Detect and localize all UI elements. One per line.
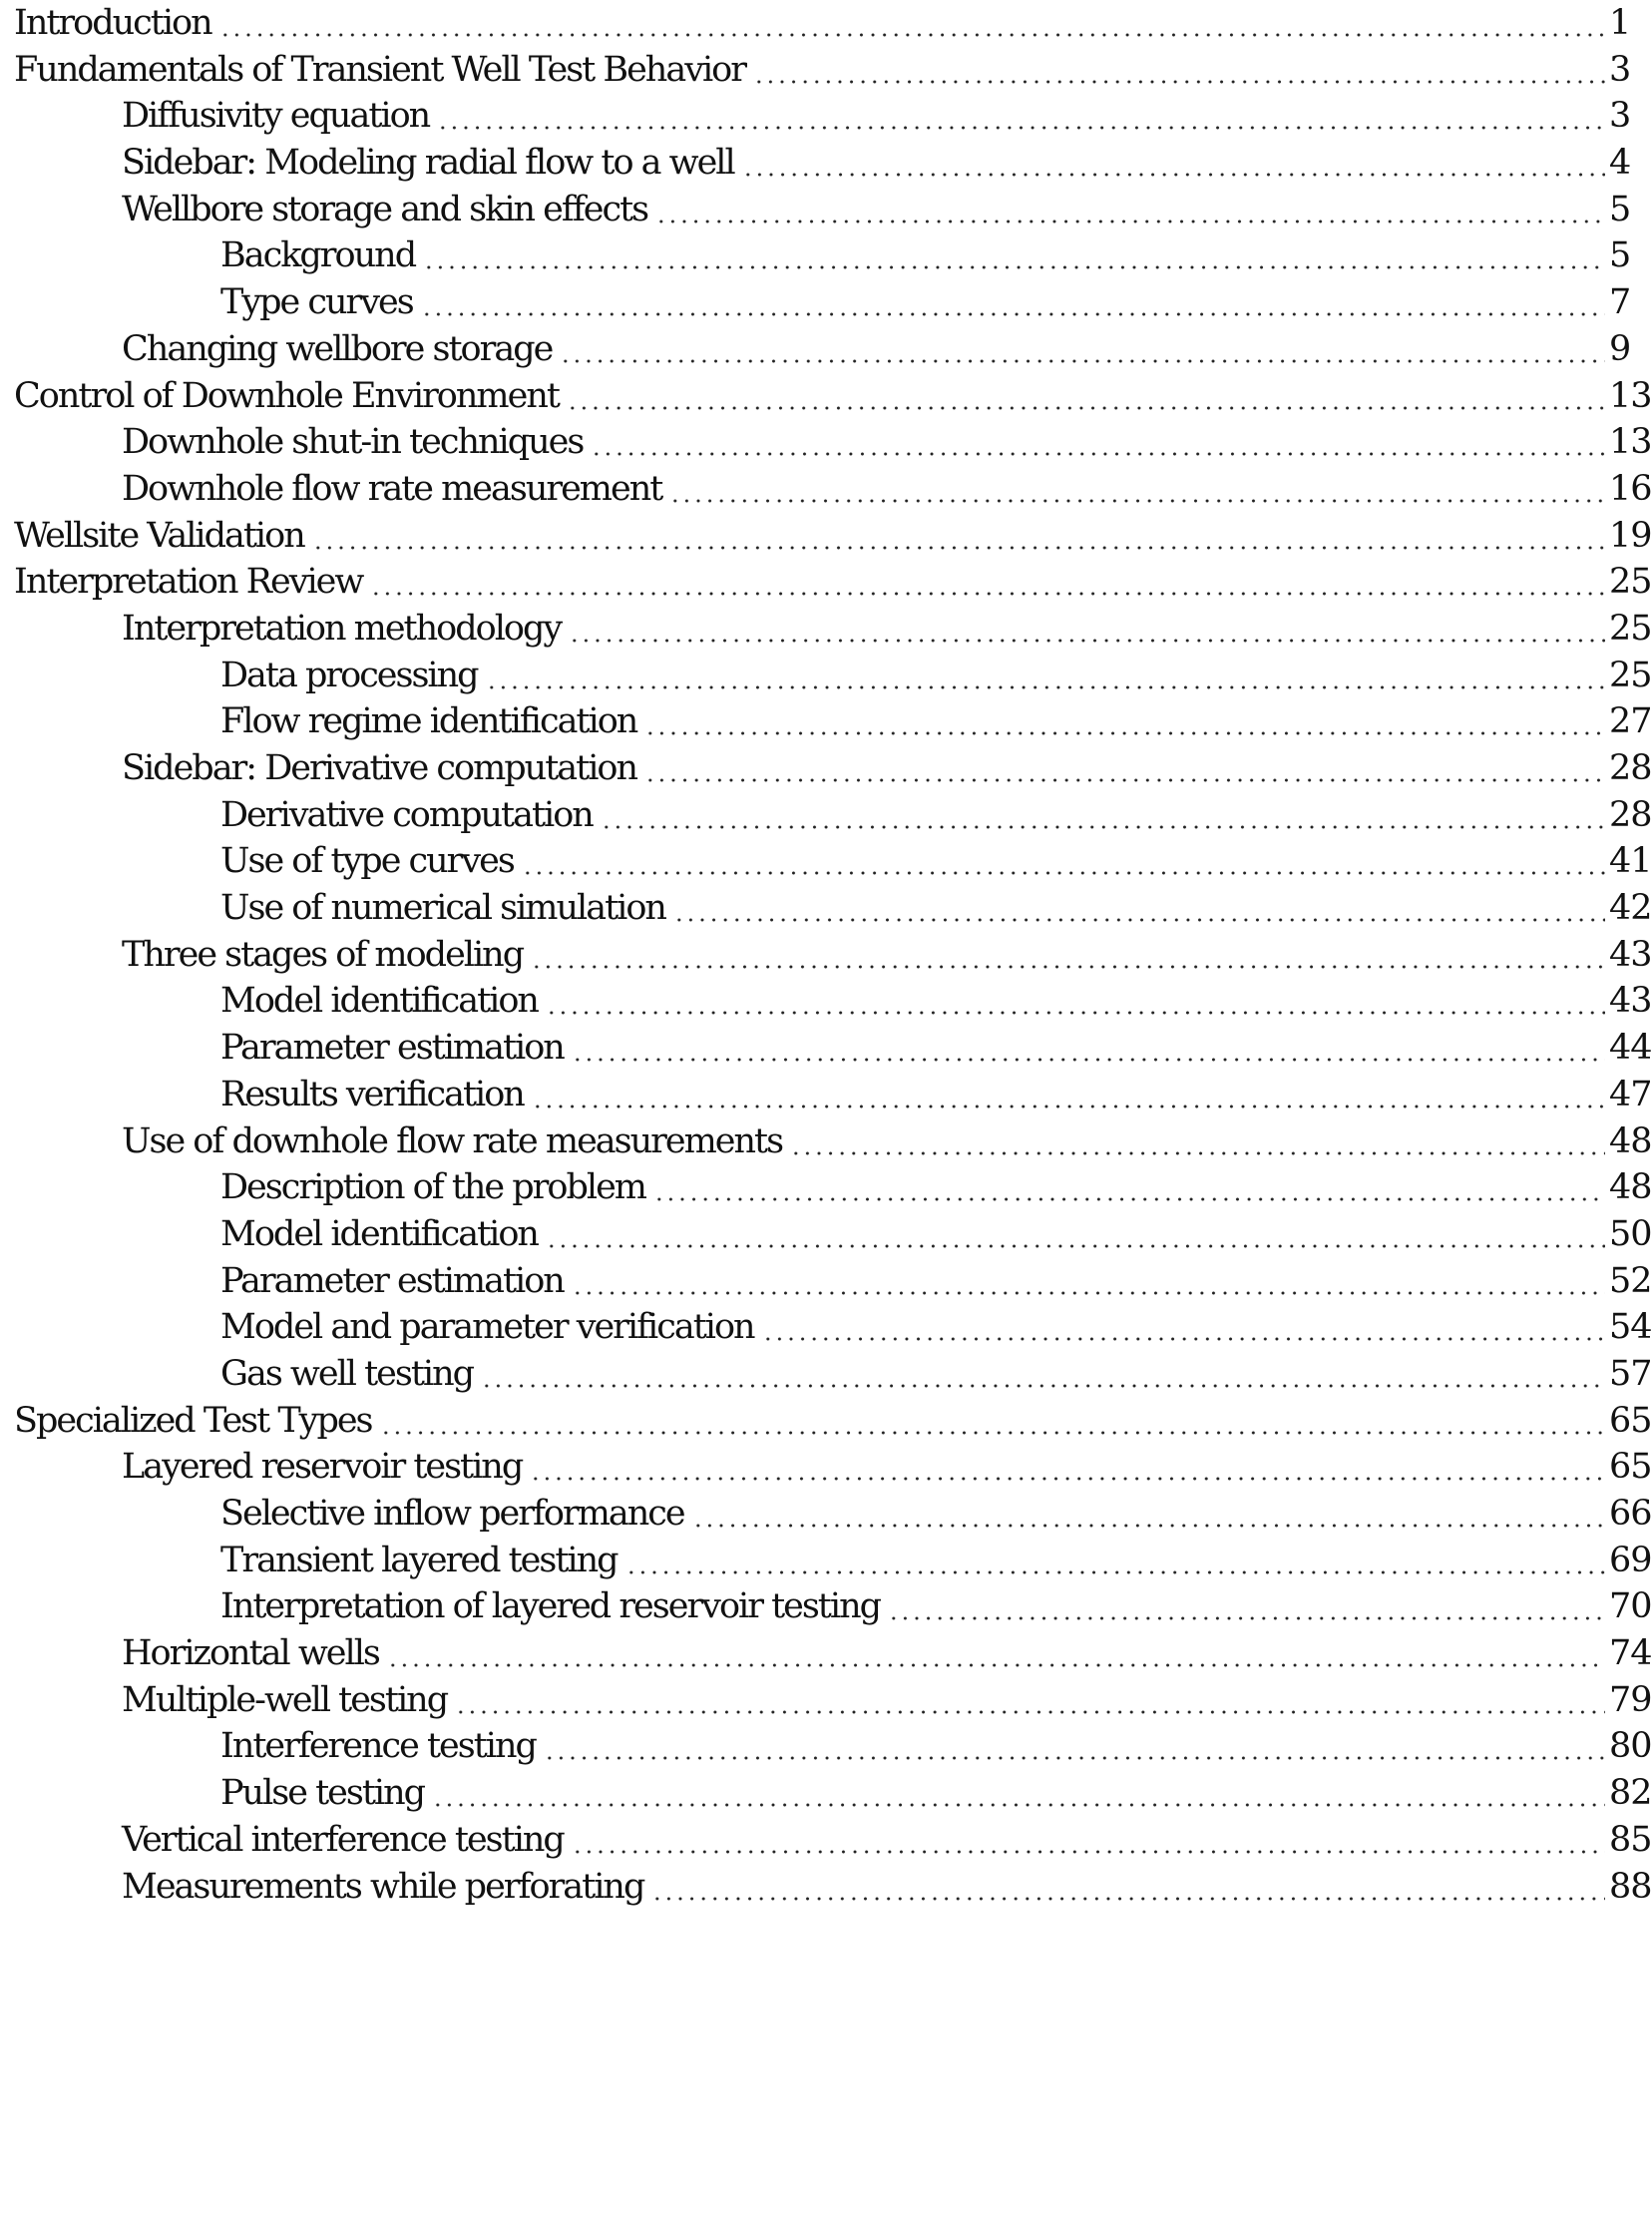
toc-entry-title: Sidebar: Derivative computation (122, 748, 637, 788)
toc-entry-page: 3 (1609, 49, 1631, 90)
dot-leader (544, 1723, 1605, 1770)
toc-entry[interactable] (14, 1211, 1652, 1258)
dot-leader (572, 1025, 1605, 1072)
dot-leader (625, 1538, 1605, 1584)
toc-entry-title: Interpretation methodology (122, 608, 562, 649)
toc-entry-page: 28 (1609, 794, 1652, 835)
toc-entry[interactable] (14, 559, 1652, 606)
toc-entry[interactable] (14, 932, 1652, 979)
dot-leader (591, 419, 1605, 466)
toc-entry-page: 4 (1609, 143, 1631, 184)
toc-entry-page: 1 (1609, 3, 1631, 43)
toc-entry[interactable] (14, 885, 1652, 932)
toc-entry-title: Downhole flow rate measurement (122, 468, 662, 509)
toc-entry[interactable] (14, 1118, 1652, 1165)
toc-entry-title: Horizontal wells (122, 1633, 379, 1674)
toc-entry-page: 85 (1609, 1819, 1652, 1860)
toc-entry-page: 79 (1609, 1679, 1652, 1720)
toc-entry[interactable] (14, 1538, 1652, 1584)
dot-leader (546, 978, 1605, 1025)
dot-leader (486, 653, 1605, 699)
toc-entry[interactable] (14, 1723, 1652, 1770)
dot-leader (455, 1677, 1605, 1724)
toc-entry-title: Layered reservoir testing (122, 1447, 523, 1488)
toc-entry-page: 27 (1609, 701, 1652, 742)
dot-leader (432, 1770, 1605, 1817)
toc-entry[interactable] (14, 1164, 1652, 1211)
toc-entry[interactable] (14, 838, 1652, 885)
dot-leader (572, 1817, 1605, 1864)
toc-entry[interactable] (14, 187, 1647, 233)
toc-entry[interactable] (14, 326, 1647, 373)
dot-leader (421, 279, 1605, 326)
dot-leader (762, 1304, 1605, 1351)
dot-leader (530, 1444, 1605, 1491)
dot-leader (653, 1164, 1605, 1211)
toc-entry-page: 44 (1609, 1028, 1652, 1069)
toc-entry-title: Wellbore storage and skin effects (122, 189, 648, 229)
dot-leader (790, 1118, 1605, 1165)
dot-leader (370, 559, 1605, 606)
toc-entry[interactable] (14, 1491, 1652, 1538)
dot-leader (692, 1491, 1605, 1538)
toc-entry-title: Vertical interference testing (122, 1819, 564, 1860)
toc-entry-title: Interference testing (220, 1726, 536, 1767)
toc-entry[interactable] (14, 0, 1647, 47)
toc-entry-page: 16 (1609, 468, 1652, 509)
toc-entry-page: 25 (1609, 655, 1652, 695)
toc-entry-page: 19 (1609, 515, 1652, 556)
dot-leader (532, 1072, 1605, 1118)
toc-entry-page: 5 (1609, 235, 1631, 276)
toc-entry-title: Transient layered testing (220, 1540, 618, 1580)
toc-entry-title: Model and parameter verification (220, 1307, 754, 1348)
toc-entry-page: 48 (1609, 1120, 1652, 1161)
toc-entry-title: Control of Downhole Environment (14, 375, 559, 416)
toc-entry[interactable] (14, 1864, 1652, 1911)
toc-entry-title: Model identification (220, 1213, 538, 1254)
toc-entry[interactable] (14, 513, 1652, 560)
toc-entry[interactable] (14, 653, 1652, 699)
toc-entry-page: 54 (1609, 1307, 1652, 1348)
toc-entry-page: 50 (1609, 1213, 1652, 1254)
toc-entry[interactable] (14, 978, 1652, 1025)
dot-leader (531, 932, 1605, 979)
toc-entry[interactable] (14, 745, 1652, 792)
dot-leader (644, 745, 1605, 792)
toc-entry-page: 42 (1609, 888, 1652, 929)
dot-leader (546, 1211, 1605, 1258)
toc-entry[interactable] (14, 140, 1647, 187)
dot-leader (742, 140, 1605, 187)
toc-entry[interactable] (14, 1072, 1652, 1118)
dot-leader (481, 1351, 1605, 1398)
dot-leader (669, 466, 1605, 513)
toc-entry[interactable] (14, 698, 1652, 745)
toc-entry-title: Type curves (220, 282, 413, 323)
dot-leader (312, 513, 1605, 560)
toc-entry-page: 25 (1609, 562, 1652, 603)
toc-entry[interactable] (14, 1770, 1652, 1817)
dot-leader (569, 606, 1605, 653)
toc-entry-title: Fundamentals of Transient Well Test Behavior (14, 49, 745, 90)
toc-entry-page: 80 (1609, 1726, 1652, 1767)
dot-leader (651, 1864, 1605, 1911)
toc-entry-title: Pulse testing (220, 1773, 425, 1814)
dot-leader (380, 1398, 1605, 1445)
toc-entry-page: 9 (1609, 328, 1631, 369)
toc-entry-title: Parameter estimation (220, 1260, 564, 1301)
toc-entry-title: Use of type curves (220, 841, 514, 882)
toc-entry-title: Interpretation Review (14, 562, 363, 603)
dot-leader (522, 838, 1605, 885)
dot-leader (560, 326, 1605, 373)
toc-entry[interactable] (14, 1025, 1652, 1072)
toc-entry-page: 65 (1609, 1447, 1652, 1488)
toc-entry[interactable] (14, 1304, 1652, 1351)
dot-leader (423, 232, 1605, 279)
toc-entry-page: 3 (1609, 96, 1631, 137)
toc-entry[interactable] (14, 47, 1647, 94)
toc-entry-title: Background (220, 235, 416, 276)
toc-entry[interactable] (14, 792, 1652, 839)
toc-entry-title: Wellsite Validation (14, 515, 304, 556)
toc-entry-page: 52 (1609, 1260, 1652, 1301)
toc-entry-title: Changing wellbore storage (122, 328, 553, 369)
toc-entry-page: 28 (1609, 748, 1652, 788)
toc-entry-page: 70 (1609, 1586, 1652, 1627)
toc-entry-title: Measurements while perforating (122, 1866, 644, 1907)
toc-entry-title: Derivative computation (220, 794, 593, 835)
toc-entry[interactable] (14, 1677, 1652, 1724)
toc-entry-page: 48 (1609, 1167, 1652, 1208)
toc-entry-page: 13 (1609, 375, 1652, 416)
toc-entry-title: Parameter estimation (220, 1028, 564, 1069)
dot-leader (673, 885, 1605, 932)
toc-entry-title: Three stages of modeling (122, 934, 524, 975)
toc-entry[interactable] (14, 1444, 1652, 1491)
toc-entry[interactable] (14, 606, 1652, 653)
toc-entry-title: Downhole shut-in techniques (122, 422, 584, 463)
table-of-contents (14, 0, 1652, 2219)
dot-leader (219, 0, 1605, 47)
toc-entry[interactable] (14, 1398, 1652, 1445)
toc-entry-page: 65 (1609, 1400, 1652, 1441)
toc-entry-title: Use of numerical simulation (220, 888, 665, 929)
toc-entry-page: 69 (1609, 1540, 1652, 1580)
toc-entry[interactable] (14, 232, 1647, 279)
toc-entry-page: 25 (1609, 608, 1652, 649)
dot-leader (888, 1583, 1605, 1630)
toc-entry[interactable] (14, 373, 1652, 420)
toc-entry-title: Introduction (14, 3, 211, 43)
toc-entry-title: Description of the problem (220, 1167, 645, 1208)
toc-entry-title: Model identification (220, 981, 538, 1022)
dot-leader (753, 47, 1605, 94)
toc-entry[interactable] (14, 1583, 1652, 1630)
toc-entry-page: 43 (1609, 981, 1652, 1022)
toc-entry-page: 41 (1609, 841, 1652, 882)
toc-entry-page: 66 (1609, 1494, 1652, 1534)
toc-entry-page: 47 (1609, 1074, 1652, 1114)
dot-leader (387, 1630, 1605, 1677)
toc-entry[interactable] (14, 419, 1652, 466)
toc-entry-title: Data processing (220, 655, 478, 695)
toc-entry[interactable] (14, 279, 1647, 326)
toc-entry-title: Diffusivity equation (122, 96, 430, 137)
toc-entry-page: 88 (1609, 1866, 1652, 1907)
dot-leader (567, 373, 1605, 420)
toc-entry-page: 74 (1609, 1633, 1652, 1674)
dot-leader (437, 93, 1605, 140)
toc-entry[interactable] (14, 1351, 1652, 1398)
dot-leader (644, 698, 1605, 745)
toc-entry-page: 13 (1609, 422, 1652, 463)
dot-leader (655, 187, 1605, 233)
toc-entry-page: 7 (1609, 282, 1631, 323)
toc-entry-page: 82 (1609, 1773, 1652, 1814)
toc-entry-title: Interpretation of layered reservoir testing (220, 1586, 881, 1627)
toc-entry-title: Use of downhole flow rate measurements (122, 1120, 783, 1161)
toc-entry[interactable] (14, 1630, 1652, 1677)
toc-entry[interactable] (14, 93, 1647, 140)
toc-entry[interactable] (14, 1258, 1652, 1305)
toc-entry-title: Results verification (220, 1074, 524, 1114)
toc-entry-title: Gas well testing (220, 1353, 474, 1394)
dot-leader (601, 792, 1605, 839)
toc-entry-title: Sidebar: Modeling radial flow to a well (122, 143, 734, 184)
toc-entry-page: 5 (1609, 189, 1631, 229)
dot-leader (572, 1258, 1605, 1305)
toc-entry-title: Flow regime identification (220, 701, 637, 742)
toc-entry[interactable] (14, 466, 1652, 513)
toc-entry-title: Specialized Test Types (14, 1400, 372, 1441)
toc-entry-title: Multiple-well testing (122, 1679, 448, 1720)
toc-entry-page: 57 (1609, 1353, 1652, 1394)
toc-entry-page: 43 (1609, 934, 1652, 975)
toc-entry[interactable] (14, 1817, 1652, 1864)
toc-entry-title: Selective inflow performance (220, 1494, 684, 1534)
